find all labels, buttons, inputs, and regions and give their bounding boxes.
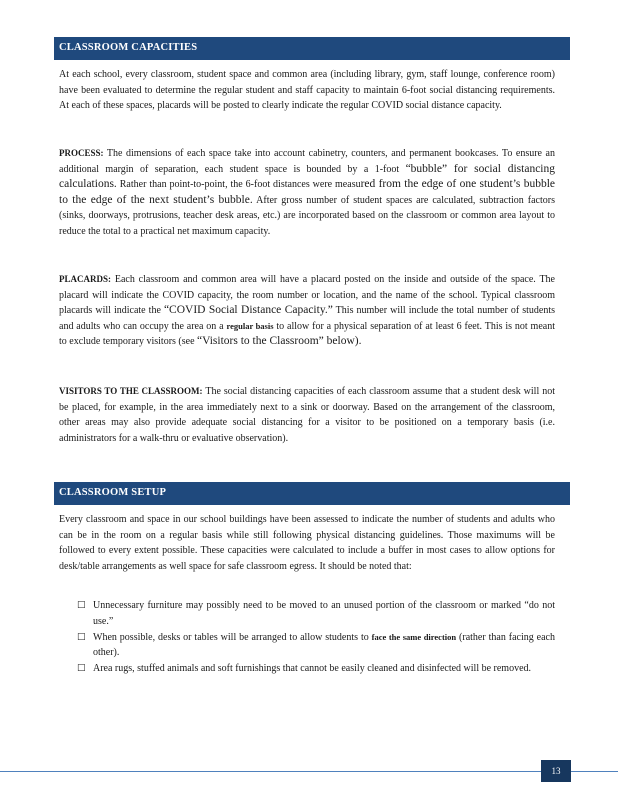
placards-text-d: regular basis: [226, 320, 274, 331]
placards-text-c: This number will include the total number of students and adults who can occupy the area on a: [59, 305, 556, 332]
bullet-text: Area rugs, stuffed animals and soft furnishings that cannot be easily cleaned and disinfected will be removed.: [93, 663, 532, 674]
process-label: PROCESS:: [59, 148, 104, 158]
process-text-d: red from the edge of one student’s bubble to the edge of the next student’s bubble.: [59, 178, 556, 206]
setup-bullet-list: [77, 598, 555, 677]
visitors-paragraph: [59, 384, 555, 446]
bullet-text-b: face the same direction: [371, 631, 457, 642]
visitors-text: The social distancing capacities of each classroom assume that a student desk will not be placed, for example, in the area immediately next to a sink or doorway. Based on the arrangement of the classroom, other areas may also provide adequate social distancing for a visitor to be positioned on a temporary basis (i.e. administrators for a walk-thru or evaluative observation).: [59, 386, 555, 444]
section-banner-setup: [54, 482, 570, 505]
process-text-a: The dimensions of each space take into account cabinetry, counters, and permanent bookcases. To ensure an additional margin of separation, each student space is bounded by a 1-foot: [59, 148, 555, 175]
section-title-capacities: CLASSROOM CAPACITIES: [59, 42, 198, 53]
list-item: [77, 630, 555, 661]
placards-text-e: to allow for a physical separation of at least 6 feet. This is not meant to exclude temporary visitors (see: [59, 320, 555, 347]
list-item: [77, 661, 555, 677]
process-paragraph: [59, 146, 555, 239]
placards-paragraph: [59, 272, 555, 350]
section-title-setup: CLASSROOM SETUP: [59, 487, 167, 498]
checkbox-bullet-icon: □: [77, 631, 86, 642]
placards-label: PLACARDS:: [59, 274, 112, 284]
placards-text-b: “COVID Social Distance Capacity.”: [163, 304, 333, 316]
process-text-e: After gross number of student spaces are calculated, subtraction factors (sinks, doorways, protrusions, teacher desk areas, etc.) are incorporated based on the classroom or common area layout to reduce the total to a practical net maximum capacity.: [59, 194, 555, 237]
bullet-text-c: (rather than facing each other).: [93, 631, 555, 658]
bullet-text: Unnecessary furniture may possibly need to be moved to an unused portion of the classroom or marked “do not use.”: [93, 600, 555, 627]
setup-paragraph: Every classroom and space in our school buildings have been assessed to indicate the number of students and adults who can be in the room on a regular basis while still following physical distancing guidelines. Those maximums will be followed to every extent possible. These capacities were calculated to include a buffer in most cases to allow options for desk/table arrangements as well space for safe classroom egress. It should be noted that:: [59, 514, 555, 572]
checkbox-bullet-icon: □: [77, 600, 86, 610]
visitors-label: VISITORS TO THE CLASSROOM:: [59, 386, 203, 396]
footer-rule: [0, 771, 618, 772]
page-number: 13: [541, 760, 571, 782]
process-text-c: Rather than point-to-point, the 6-foot distances were measu: [116, 179, 361, 190]
list-item: [77, 598, 555, 629]
placards-text-a: Each classroom and common area will have a placard posted on the inside and outside of the space. The placard will indicate the COVID capacity, the room number or location, and the name of the school. Typical classroom placards will indicate the: [59, 274, 555, 316]
bullet-text-a: When possible, desks or tables will be arranged to allow students to: [93, 631, 372, 643]
section-banner-capacities: [54, 37, 570, 60]
placards-text-f: “Visitors to the Classroom” below).: [197, 335, 362, 347]
checkbox-bullet-icon: □: [77, 663, 86, 673]
intro-paragraph: At each school, every classroom, student space and common area (including library, gym, staff lounge, conference room) have been evaluated to determine the regular student and staff capacity to maintain 6-foot social distancing requirements. At each of these spaces, placards will be posted to clearly indicate the regular COVID social distance capacity.: [59, 69, 555, 111]
process-text-b: “bubble” for social distancing calculations.: [59, 162, 555, 190]
